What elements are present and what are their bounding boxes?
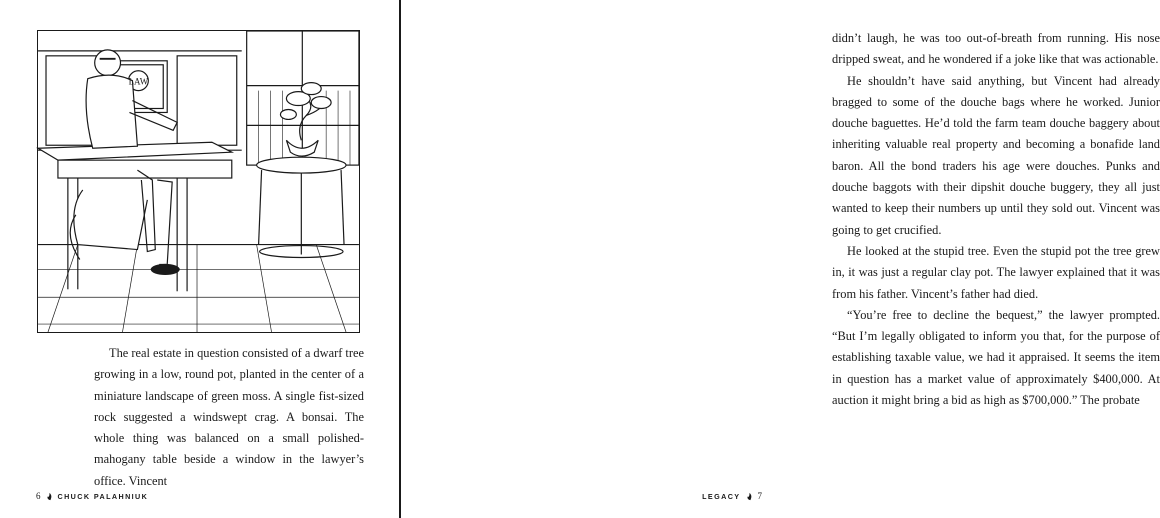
left-footer [36,491,148,501]
right-page-number: 7 [757,491,762,501]
right-paragraph-4: “You’re free to decline the bequest,” the lawyer prompted. “But I’m legally obligated to inform you that, for the purpose of establishing taxable value, we had it appraised. It seems the item in question has a market value of approximately $400,000. At auction it might bring a bid as high as $700,000.” The probate [832,307,1160,408]
left-paragraph-1: The real estate in question consisted of a dwarf tree growing in a low, round pot, planted in the center of a miniature landscape of green moss. A single fist-sized rock suggested a windswept crag. A bonsai. The whole thing was balanced on a small polished-mahogany table beside a window in the lawyer’s office. Vincent [94,346,364,488]
flame-ornament-icon [45,492,54,501]
right-page-body [832,28,1160,411]
left-page [0,0,399,518]
right-paragraph-3: He looked at the stupid tree. Even the stupid pot the tree grew in, it was just a regular clay pot. The lawyer explained that it was from his father. Vincent’s father had died. [832,243,1160,301]
right-paragraph-2: He shouldn’t have said anything, but Vincent had already bragged to some of the douche bags where he worked. Junior douche baguettes. He’d told the farm team douche baggery about inheriting valuable real property and becoming a bonafide land baron. All the bond traders his age were douches. Punks and douche baggots with their dipshit douche buggery, they all just wanted to keep their numbers up until they sold out. Vincent was going to get crucified. [832,73,1160,237]
left-page-number: 6 [36,491,41,501]
right-footer [702,491,762,501]
left-page-body [94,343,364,492]
right-running-head: LEGACY [702,491,741,501]
right-paragraph-1: didn’t laugh, he was too out-of-breath from running. His nose dripped sweat, and he wondered if a joke like that was actionable. [832,31,1160,67]
illustration-drawing [38,31,359,332]
left-running-head: CHUCK PALAHNIUK [57,491,149,501]
plaque-text: LAW [128,76,149,87]
right-page [401,0,1160,518]
flame-ornament-icon [745,492,754,501]
lawyer-office-illustration [37,30,360,333]
